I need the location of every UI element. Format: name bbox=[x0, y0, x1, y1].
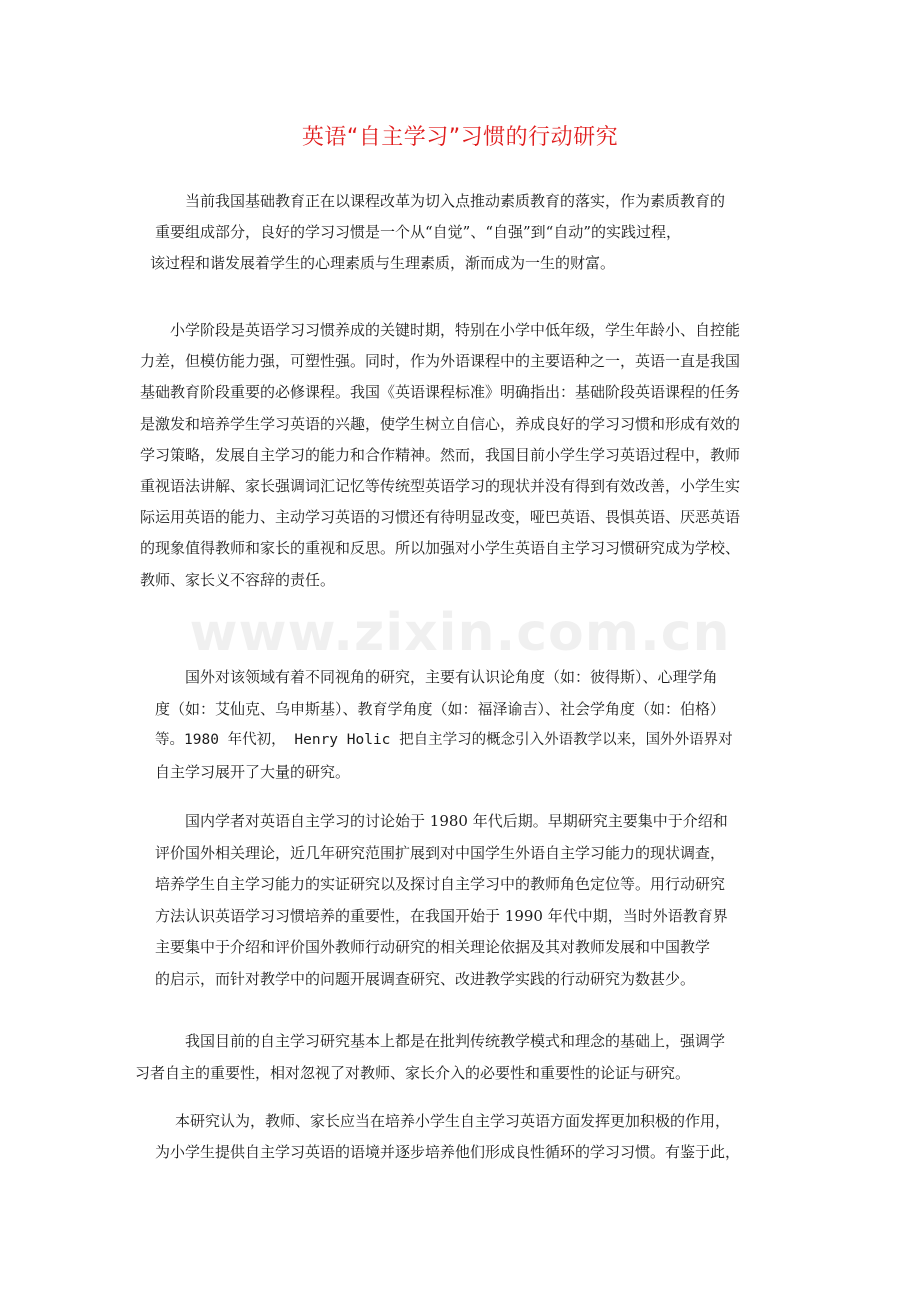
paragraph-line: 重视语法讲解、家长强调词汇记忆等传统型英语学习的现状并没有得到有效改善，小学生实 bbox=[140, 477, 741, 496]
paragraph-line: 的启示，而针对教学中的问题开展调查研究、改进教学实践的行动研究为数甚少。 bbox=[155, 969, 696, 988]
paragraph-line: 际运用英语的能力、主动学习英语的习惯还有待明显改变，哑巴英语、畏惧英语、厌恶英语 bbox=[140, 508, 741, 527]
paragraph-this-study bbox=[155, 1106, 740, 1168]
watermark: www.zixin.com.cn bbox=[189, 603, 731, 663]
paragraph-line: 自主学习展开了大量的研究。 bbox=[155, 762, 351, 781]
paragraph-line: 基础教育阶段重要的必修课程。我国《英语课程标准》明确指出：基础阶段英语课程的任务 bbox=[140, 383, 741, 402]
paragraph-foreign-research bbox=[155, 662, 733, 788]
paragraph-line: 我国目前的自主学习研究基本上都是在批判传统教学模式和理念的基础上，强调学 bbox=[185, 1032, 726, 1050]
paragraph-line: 学习策略，发展自主学习的能力和合作精神。然而，我国目前小学生学习英语过程中，教师 bbox=[140, 445, 741, 464]
paragraph-current-research bbox=[135, 1026, 726, 1089]
paragraph-line: 习者自主的重要性，相对忽视了对教师、家长介入的必要性和重要性的论证与研究。 bbox=[135, 1063, 691, 1082]
paragraph-line: 当前我国基础教育正在以课程改革为切入点推动素质教育的落实，作为素质教育的 bbox=[185, 192, 726, 210]
paragraph-line: 小学阶段是英语学习习惯养成的关键时期，特别在小学中低年级，学生年龄小、自控能 bbox=[170, 321, 741, 339]
paragraph-line: 方法认识英语学习习惯培养的重要性，在我国开始于 1990 年代中期，当时外语教育界 bbox=[155, 906, 728, 925]
paragraph-line: 是激发和培养学生学习英语的兴趣，使学生树立自信心，养成良好的学习习惯和形成有效的 bbox=[140, 414, 741, 433]
paragraph-line: 的现象值得教师和家长的重视和反思。所以加强对小学生英语自主学习习惯研究成为学校、 bbox=[140, 539, 741, 558]
paragraph-intro bbox=[150, 186, 726, 279]
paragraph-line: 重要组成部分，良好的学习习惯是一个从“自觉”、“自强”到“自动”的实践过程， bbox=[155, 223, 682, 241]
paragraph-line: 本研究认为，教师、家长应当在培养小学生自主学习英语方面发挥更加积极的作用， bbox=[175, 1112, 731, 1130]
paragraph-line: 度（如：艾仙克、乌申斯基）、教育学角度（如：福泽谕吉）、社会学角度（如：伯格） bbox=[155, 699, 726, 718]
paragraph-line: 国外对该领域有着不同视角的研究，主要有认识论角度（如：彼得斯）、心理学角 bbox=[185, 668, 718, 686]
paragraph-line: 培养学生自主学习能力的实证研究以及探讨自主学习中的教师角色定位等。用行动研究 bbox=[155, 875, 726, 893]
paragraph-line: 等。1980 年代初， Henry Holic 把自主学习的概念引入外语教学以来，国外外语界对 bbox=[155, 732, 733, 748]
paragraph-primary-stage bbox=[140, 315, 740, 596]
paragraph-line: 力差，但模仿能力强，可塑性强。同时，作为外语课程中的主要语种之一，英语一直是我国 bbox=[140, 352, 741, 371]
page-title: 英语“自主学习”习惯的行动研究 bbox=[301, 125, 619, 150]
paragraph-line: 教师、家长义不容辞的责任。 bbox=[140, 570, 336, 589]
paragraph-line: 评价国外相关理论，近几年研究范围扩展到对中国学生外语自主学习能力的现状调查， bbox=[155, 843, 726, 862]
paragraph-domestic-research bbox=[155, 806, 728, 995]
paragraph-line: 该过程和谐发展着学生的心理素质与生理素质，渐而成为一生的财富。 bbox=[150, 254, 616, 272]
paragraph-line: 主要集中于介绍和评价国外教师行动研究的相关理论依据及其对教师发展和中国教学 bbox=[155, 938, 711, 956]
paragraph-line: 为小学生提供自主学习英语的语境并逐步培养他们形成良性循环的学习习惯。有鉴于此， bbox=[155, 1143, 741, 1161]
paragraph-line: 国内学者对英语自主学习的讨论始于 1980 年代后期。早期研究主要集中于介绍和 bbox=[185, 812, 728, 830]
